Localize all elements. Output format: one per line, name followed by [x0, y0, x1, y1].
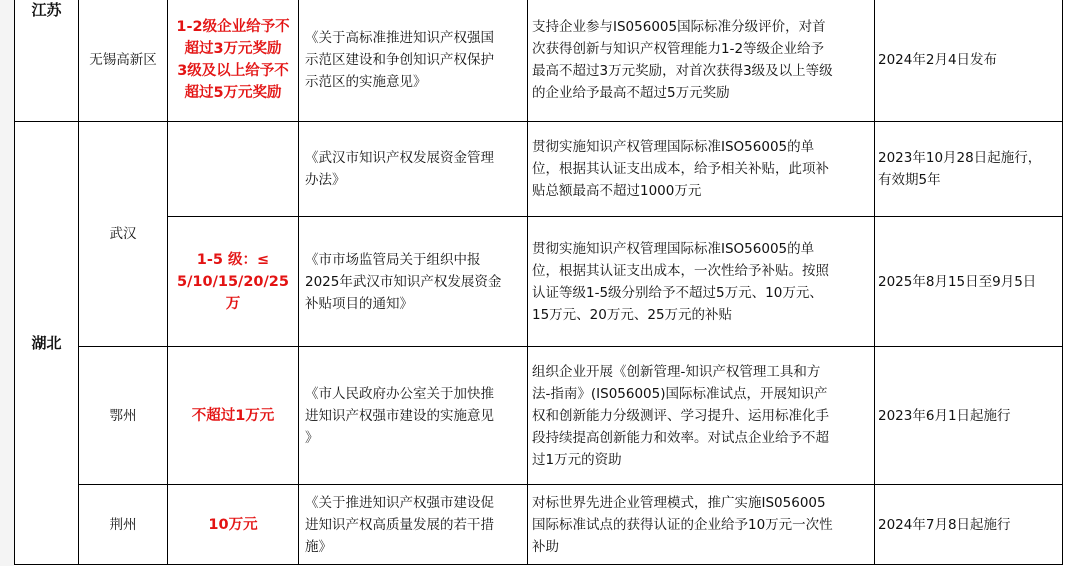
document-cell: 《市人民政府办公室关于加快推 进知识产权强市建设的实施意见 》 [299, 347, 528, 485]
city-cell: 武汉 [79, 122, 168, 347]
description-cell: 组织企业开展《创新管理-知识产权管理工具和方 法-指南》(IS056005)国际标准试点，开展知识产 权和创新能力分级测评、学习提升、运用标准化手 段持续提高创新能力和效率。对试点企业给予不超 过1万元的资助 [528, 347, 875, 485]
document-cell: 《关于推进知识产权强市建设促 进知识产权高质量发展的若干措 施》 [299, 485, 528, 565]
document-cell: 《市市场监管局关于组织中报 2025年武汉市知识产权发展资金 补贴项目的通知》 [299, 217, 528, 347]
city-cell: 鄂州 [79, 347, 168, 485]
description-cell: 贯彻实施知识产权管理国际标准ISO56005的单 位，根据其认证支出成本，给予相关补贴，此项补 贴总额最高不超过1000万元 [528, 122, 875, 217]
province-cell: 湖北 [15, 122, 79, 565]
reward-cell: 不超过1万元 [168, 347, 299, 485]
date-cell: 2023年6月1日起施行 [875, 347, 1063, 485]
table-row [15, 347, 1063, 485]
reward-cell: 1-5 级：≤ 5/10/15/20/25 万 [168, 217, 299, 347]
date-cell: 2023年10月28日起施行， 有效期5年 [875, 122, 1063, 217]
description-cell: 支持企业参与IS056005国际标准分级评价，对首 次获得创新与知识产权管理能力1-2等级企业给予 最高不超过3万元奖励，对首次获得3级及以上等级 的企业给予最高不超过5万元奖励 [528, 0, 875, 122]
province-cell: 江苏 [15, 0, 79, 122]
reward-cell: 1-2级企业给予不 超过3万元奖励 3级及以上给予不 超过5万元奖励 [168, 0, 299, 122]
description-cell: 对标世界先进企业管理模式，推广实施IS056005 国际标准试点的获得认证的企业给予10万元一次性 补助 [528, 485, 875, 565]
page-margin [0, 0, 14, 566]
table-row [15, 217, 1063, 347]
date-cell: 2025年8月15日至9月5日 [875, 217, 1063, 347]
date-cell: 2024年7月8日起施行 [875, 485, 1063, 565]
table-row [15, 485, 1063, 565]
policy-table [14, 0, 1063, 565]
city-cell: 荆州 [79, 485, 168, 565]
document-cell: 《关于高标准推进知识产权强国 示范区建设和争创知识产权保护 示范区的实施意见》 [299, 0, 528, 122]
table-row [15, 122, 1063, 217]
date-cell: 2024年2月4日发布 [875, 0, 1063, 122]
description-cell: 贯彻实施知识产权管理国际标准ISO56005的单 位，根据其认证支出成本，一次性给予补贴。按照 认证等级1-5级分别给予不超过5万元、10万元、 15万元、20万元、25万元的补贴 [528, 217, 875, 347]
city-cell: 无锡高新区 [79, 0, 168, 122]
reward-cell [168, 122, 299, 217]
reward-cell: 10万元 [168, 485, 299, 565]
table-row [15, 0, 1063, 122]
document-cell: 《武汉市知识产权发展资金管理 办法》 [299, 122, 528, 217]
